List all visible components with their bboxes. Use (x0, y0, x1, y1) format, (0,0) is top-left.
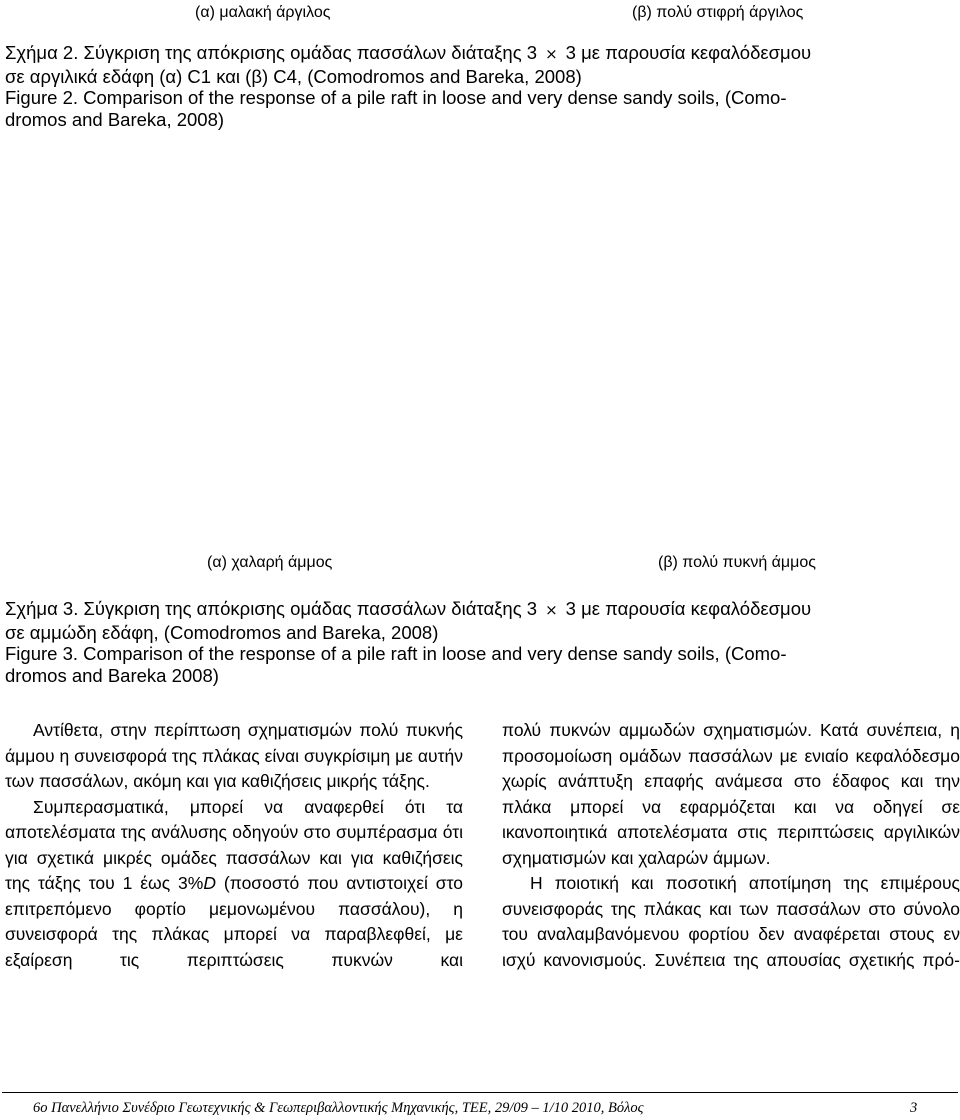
figure-3-caption-greek-line1: Σχήμα 3. Σύγκριση της απόκρισης ομάδας πασσάλων διάταξης 3 × 3 με παρουσία κεφαλόδεσμου (5, 598, 812, 619)
fig2-subcaption-b: (β) πολύ στιφρή άργιλος (632, 4, 804, 21)
figure-2-caption (5, 42, 957, 130)
right-paragraph-1: πολύ πυκνών αμμωδών σχηματισμών. Κατά συνέπεια, η προσομοίωση ομάδων πασσάλων με ενιαίο κεφαλόδεσμο χωρίς ανάπτυξη επαφής ανάμεσα στο έδαφος και την πλάκα μπορεί να εφαρμόζεται και να οδηγεί σε ικανοποιητικά αποτελέσματα στις περιπτώσεις αργιλικών σχηματισμών και χαλαρών άμμων. (502, 720, 960, 868)
footer-rule (2, 1092, 958, 1093)
times-symbol: × (545, 601, 558, 619)
body-left-column (5, 718, 463, 973)
figure-2-caption-greek-line1: Σχήμα 2. Σύγκριση της απόκρισης ομάδας πασσάλων διάταξης 3 × 3 με παρουσία κεφαλόδεσμου (5, 42, 812, 63)
left-paragraph-1: Αντίθετα, στην περίπτωση σχηματισμών πολύ πυκνής άμμου η συνεισφορά της πλάκας είναι συγκρίσιμη με αυτήν των πασσάλων, ακόμη και για καθιζήσεις μικρής τάξης. (5, 720, 463, 791)
figure-3-caption-english-line1: Figure 3. Comparison of the response of a pile raft in loose and very dense sandy soils, (Como- (5, 643, 787, 664)
figure-3-image (5, 160, 955, 540)
times-symbol: × (545, 45, 558, 63)
figure-3-caption (5, 598, 957, 686)
footer-conference: 6ο Πανελλήνιο Συνέδριο Γεωτεχνικής & Γεωπεριβαλλοντικής Μηχανικής, ΤΕΕ, 29/09 – 1/10 2010, Βόλος (33, 1100, 644, 1116)
figure-3-caption-english-line2: dromos and Bareka 2008) (5, 664, 219, 686)
symbol-d: D (203, 873, 216, 893)
fig3-subcaption-a: (α) χαλαρή άμμος (207, 554, 333, 571)
fig3-subcaption-b: (β) πολύ πυκνή άμμος (658, 554, 816, 571)
right-paragraph-2: Η ποιοτική και ποσοτική αποτίμηση της επιμέρους συνεισφοράς της πλάκας και των πασσάλων στο σύνολο του αναλαμβανόμενου φορτίου δεν αναφέρεται στους εν ισχύ κανονισμούς. Συνέπεια της απουσίας σχετικής πρό- (502, 873, 960, 970)
figure-2-caption-english-line2: dromos and Bareka, 2008) (5, 108, 225, 130)
figure-2-caption-greek-line2: σε αργιλικά εδάφη (α) C1 και (β) C4, (Comodromos and Bareka, 2008) (5, 65, 582, 87)
left-paragraph-2: Συμπερασματικά, μπορεί να αναφερθεί ότι τα αποτελέσματα της ανάλυσης οδηγούν στο συμπέρασμα ότι για σχετικά μικρές ομάδες πασσάλων και για καθιζήσεις της τάξης του 1 έως 3%D (ποσοστό που αντιστοιχεί στο επιτρεπόμενο φορτίο μεμονωμένου πασσάλου), η συνεισφορά της πλάκας μπορεί να παραβλεφθεί, με εξαίρεση τις περιπτώσεις πυκνών και (5, 796, 463, 970)
figure-2-caption-english-line1: Figure 2. Comparison of the response of a pile raft in loose and very dense sandy soils, (Como- (5, 87, 787, 108)
page-number: 3 (910, 1100, 918, 1116)
figure-3-caption-greek-line2: σε αμμώδη εδάφη, (Comodromos and Bareka, 2008) (5, 621, 439, 643)
fig2-subcaption-a: (α) μαλακή άργιλος (195, 4, 331, 21)
body-right-column (502, 718, 960, 973)
